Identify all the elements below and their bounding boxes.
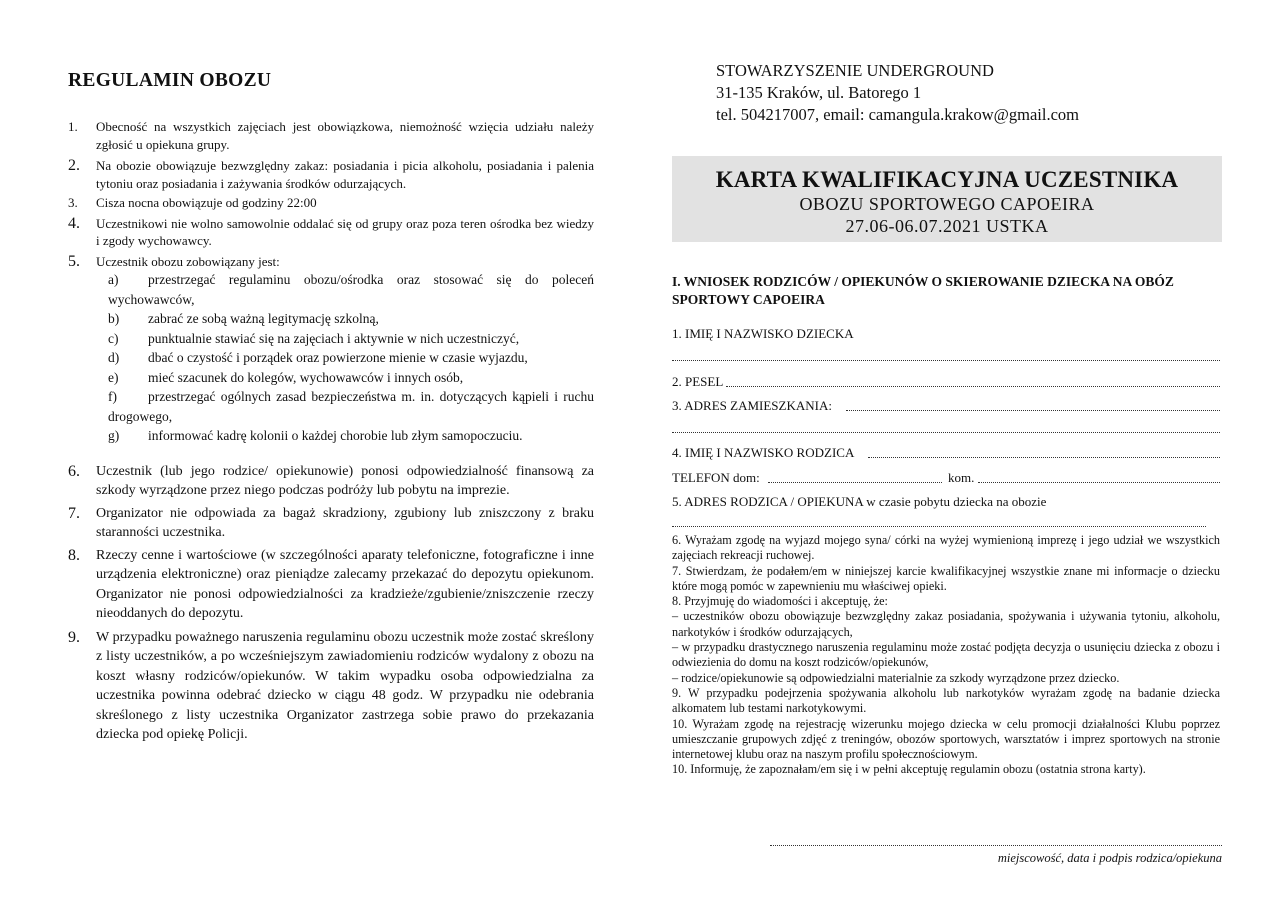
rule-text: W przypadku poważnego naruszenia regulaminu obozu uczestnik może zostać skreślony z listy uczestników, a po wcześniejszym zawiadomieniu rodziców wydalony z obozu na koszt własny rodziców/opiekunów. W takim wypadku osoba odpowiedzialna za uczestnika powinna odebrać dziecko w ciągu 48 godz. W przypadku nie odebrania skreślonego z listy uczestnika Organizator zastrzega sobie prawo do przekazania dziecka pod opiekę Policji. (96, 629, 594, 742)
sublist-item (108, 270, 594, 309)
phone-home-label: TELEFON dom: (672, 470, 760, 485)
address-label: 3. ADRES ZAMIESZKANIA: (672, 398, 832, 413)
child-name-label: 1. IMIĘ I NAZWISKO DZIECKA (672, 326, 854, 341)
qualification-card-page (672, 0, 1224, 911)
card-title: KARTA KWALIFIKACYJNA UCZESTNIKA (715, 167, 1179, 192)
sublist-letter: g) (108, 428, 120, 443)
phone-mobile-label: kom. (948, 470, 975, 485)
address-field-line2[interactable] (672, 432, 1220, 433)
camp-rules-page (68, 0, 594, 911)
rule-item (68, 628, 594, 745)
sublist-letter: e) (108, 369, 119, 385)
rule-text: Na obozie obowiązuje bezwzględny zakaz: posiadania i picia alkoholu, posiadania i palenia tytoniu oraz posiadania i zażywania środków odurzających. (96, 158, 594, 191)
section-title: I. WNIOSEK RODZICÓW / OPIEKUNÓW O SKIEROWANIE DZIECKA NA OBÓZ SPORTOWY CAPOEIRA (672, 274, 1174, 307)
consents-block (672, 533, 1220, 778)
consent-item: 10. Wyrażam zgodę na rejestrację wizerunku mojego dziecka w celu promocji działalności Klubu poprzez umieszczanie grupowych zdjęć z treningów, obozów sportowych, warsztatów i imprez sportowych na stronie internetowej klubu oraz na naszym profilu społecznościowym. (672, 716, 1220, 762)
consent-item: 9. W przypadku podejrzenia spożywania alkoholu lub narkotyków wyrażam zgodę na badanie dziecka alkomatem lub testami narkotykowymi. (672, 685, 1220, 716)
organization-info (716, 60, 1079, 126)
card-subtitle: OBOZU SPORTOWEGO CAPOEIRA (799, 194, 1095, 214)
sublist-letter: d) (108, 350, 120, 365)
rule-item (68, 157, 594, 192)
phone-home-field[interactable] (768, 482, 942, 483)
consent-item: 7. Stwierdzam, że podałem/em w niniejszej karcie kwalifikacyjnej wszystkie znane mi informacje o dziecku które mogą pomóc w zapewnieniu mu właściwej opieki. (672, 563, 1220, 593)
sublist-text: punktualnie stawiać się na zajęciach i aktywnie w nich uczestniczyć, (148, 330, 520, 346)
rule-text: Uczestnikowi nie wolno samowolnie oddalać się od grupy oraz poza teren ośrodka bez wiedzy i zgody wychowawcy. (96, 215, 594, 248)
sublist-item (108, 309, 594, 329)
rules-title: REGULAMIN OBOZU (68, 70, 272, 91)
parent-name-label: 4. IMIĘ I NAZWISKO RODZICA (672, 445, 855, 460)
rule-text: Rzeczy cenne i wartościowe (w szczególności aparaty telefoniczne, fotograficzne i inne urządzenia elektroniczne) oraz pieniądze zalecamy przekazać do depozytu opiekunom. Organizator nie ponosi odpowiedzialności za kradzieże/zgubienie/zniszczenie rzeczy nieoddanych do depozytu. (96, 547, 594, 621)
sublist-item (108, 426, 594, 446)
rules-list (68, 118, 594, 745)
phone-mobile-field[interactable] (978, 482, 1220, 483)
sublist-letter: a) (108, 272, 119, 287)
organization-contact: tel. 504217007, email: camangula.krakow@gmail.com (716, 105, 1079, 124)
rule-number: 1. (68, 119, 78, 134)
organization-name: STOWARZYSZENIE UNDERGROUND (716, 61, 994, 80)
organization-address: 31-135 Kraków, ul. Batorego 1 (716, 83, 922, 102)
sublist-text: informować kadrę kolonii o każdej chorobie lub złym samopoczuciu. (148, 428, 523, 443)
rule-number: 3. (68, 195, 78, 210)
rule-text: Cisza nocna obowiązuje od godziny 22:00 (96, 195, 317, 210)
card-header (672, 156, 1222, 242)
parent-address-label: 5. ADRES RODZICA / OPIEKUNA w czasie pobytu dziecka na obozie (672, 494, 1047, 509)
signature-field[interactable] (770, 845, 1222, 846)
sublist-item (108, 329, 594, 349)
rule-item (68, 194, 594, 212)
consent-item: – rodzice/opiekunowie są odpowiedzialni materialnie za szkody wyrządzone przez dziecko. (672, 670, 1120, 685)
sublist-letter: f) (108, 389, 117, 404)
card-dates: 27.06-06.07.2021 USTKA (845, 216, 1049, 236)
sublist-text: przestrzegać ogólnych zasad bezpieczeństwa m. in. dotyczących kąpieli i ruchu drogowego, (108, 389, 594, 424)
sublist-text: przestrzegać regulaminu obozu/ośrodka oraz stosować się do poleceń wychowawców, (108, 272, 594, 307)
obligations-sublist (68, 270, 594, 446)
rule-number: 8. (68, 546, 80, 564)
sublist-item (108, 368, 594, 388)
consent-item: 6. Wyrażam zgodę na wyjazd mojego syna/ córki na wyżej wymienioną imprezę i jego udział we wszystkich zajęciach rekreacji ruchowej. (672, 533, 1220, 563)
sublist-item (108, 348, 594, 368)
rule-number: 2. (68, 157, 80, 174)
child-name-field[interactable] (672, 360, 1220, 361)
rule-text: Organizator nie odpowiada za bagaż skradziony, zgubiony lub zniszczony z braku staranności uczestnika. (96, 505, 594, 540)
sublist-letter: c) (108, 330, 119, 346)
consent-item: – w przypadku drastycznego naruszenia regulaminu może zostać podjęta decyzja o usunięciu dziecka z obozu i odwiezienia do domu na koszt rodziców/opiekunów, (672, 640, 1220, 670)
rule-text: Obecność na wszystkich zajęciach jest obowiązkowa, niemożność wzięcia udziału należy zgłosić u opiekuna grupy. (96, 119, 594, 152)
rule-item (68, 462, 594, 501)
pesel-label: 2. PESEL (672, 374, 724, 389)
sublist-letter: b) (108, 311, 120, 326)
rule-number: 5. (68, 252, 80, 270)
consent-item: 8. Przyjmuję do wiadomości i akceptuję, że: (672, 594, 888, 609)
rule-number: 6. (68, 462, 80, 480)
rule-item (68, 253, 594, 271)
rule-number: 7. (68, 504, 80, 522)
rule-text: Uczestnik (lub jego rodzice/ opiekunowie) ponosi odpowiedzialność finansową za szkody wyrządzone przez niego podczas podróży lub pobytu na imprezie. (96, 463, 594, 498)
parent-address-field[interactable] (672, 526, 1206, 527)
sublist-text: zabrać ze sobą ważną legitymację szkolną, (148, 311, 379, 326)
rule-number: 9. (68, 628, 80, 646)
rule-item (68, 546, 594, 624)
consent-item: 10. Informuję, że zapoznałam/em się i w pełni akceptuję regulamin obozu (ostatnia strona karty). (672, 762, 1146, 777)
rule-item (68, 504, 594, 543)
pesel-field[interactable] (726, 386, 1220, 387)
signature-label: miejscowość, data i podpis rodzica/opiekuna (997, 851, 1222, 865)
sublist-text: dbać o czystość i porządek oraz powierzone mienie w czasie wyjazdu, (148, 350, 528, 365)
sublist-item (108, 387, 594, 426)
consent-item: – uczestników obozu obowiązuje bezwzględny zakaz posiadania, spożywania i używania tytoniu, alkoholu, narkotyków i środków odurzających, (672, 609, 1220, 639)
sublist-text: mieć szacunek do kolegów, wychowawców i innych osób, (148, 369, 464, 385)
rule-item (68, 215, 594, 250)
rule-item (68, 118, 594, 153)
rule-number: 4. (68, 214, 80, 232)
rule-text: Uczestnik obozu zobowiązany jest: (96, 253, 280, 269)
address-field[interactable] (846, 410, 1220, 411)
parent-name-field[interactable] (868, 457, 1220, 458)
